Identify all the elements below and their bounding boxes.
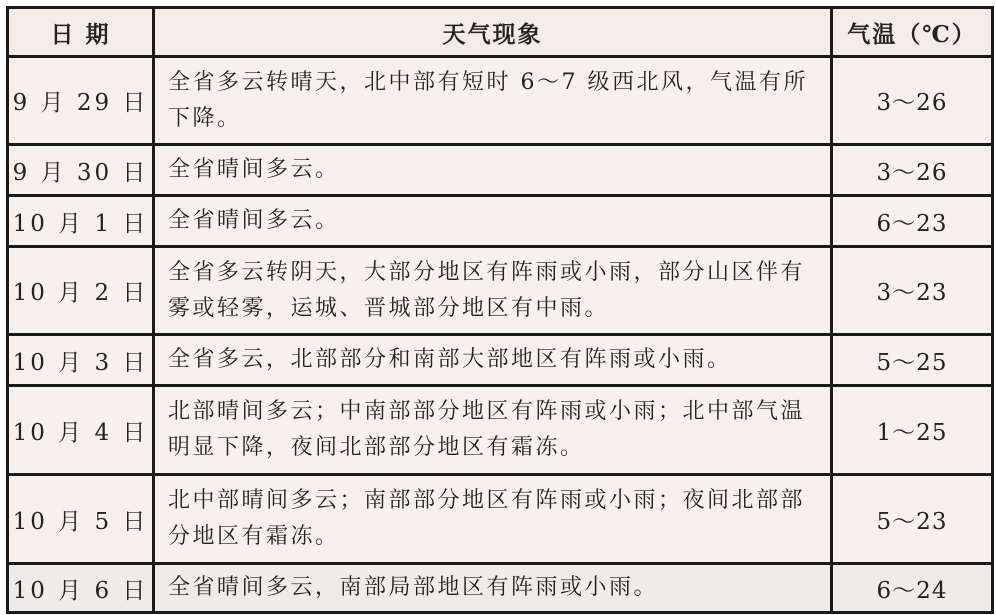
table-row — [9, 58, 991, 143]
row-date: 10 月 1 日 — [9, 197, 152, 245]
header-temperature: 气温（℃） — [833, 9, 991, 55]
row-weather: 全省晴间多云，南部局部地区有阵雨或小雨。 — [155, 565, 830, 611]
row-temperature: 5～23 — [833, 476, 991, 562]
row-temperature: 6～24 — [833, 565, 991, 611]
row-date: 9 月 29 日 — [9, 58, 152, 143]
row-weather: 全省多云转阴天，大部分地区有阵雨或小雨，部分山区伴有雾或轻雾，运城、晋城部分地区有中雨。 — [155, 248, 830, 333]
row-date: 10 月 6 日 — [9, 565, 152, 611]
row-date: 10 月 5 日 — [9, 476, 152, 562]
row-weather: 北中部晴间多云；南部部分地区有阵雨或小雨；夜间北部部分地区有霜冻。 — [155, 476, 830, 562]
row-weather: 全省多云，北部部分和南部大部地区有阵雨或小雨。 — [155, 336, 830, 384]
row-temperature: 6～23 — [833, 197, 991, 245]
table-row — [9, 197, 991, 245]
row-temperature: 5～25 — [833, 336, 991, 384]
header-row — [9, 9, 991, 55]
weather-forecast-table — [6, 6, 994, 614]
table-row — [9, 476, 991, 562]
table-row — [9, 336, 991, 384]
weather-forecast-table-container — [6, 6, 989, 609]
header-weather: 天气现象 — [155, 9, 830, 55]
row-date: 10 月 4 日 — [9, 387, 152, 473]
row-temperature: 1～25 — [833, 387, 991, 473]
row-weather: 全省晴间多云。 — [155, 197, 830, 245]
row-weather: 北部晴间多云；中南部部分地区有阵雨或小雨；北中部气温明显下降，夜间北部部分地区有霜冻。 — [155, 387, 830, 473]
row-weather: 全省晴间多云。 — [155, 146, 830, 194]
row-date: 9 月 30 日 — [9, 146, 152, 194]
table-row — [9, 146, 991, 194]
row-temperature: 3～26 — [833, 146, 991, 194]
header-date: 日 期 — [9, 9, 152, 55]
table-row — [9, 565, 991, 611]
table-row — [9, 248, 991, 333]
row-date: 10 月 2 日 — [9, 248, 152, 333]
row-date: 10 月 3 日 — [9, 336, 152, 384]
row-temperature: 3～26 — [833, 58, 991, 143]
row-temperature: 3～23 — [833, 248, 991, 333]
table-row — [9, 387, 991, 473]
row-weather: 全省多云转晴天，北中部有短时 6～7 级西北风，气温有所下降。 — [155, 58, 830, 143]
